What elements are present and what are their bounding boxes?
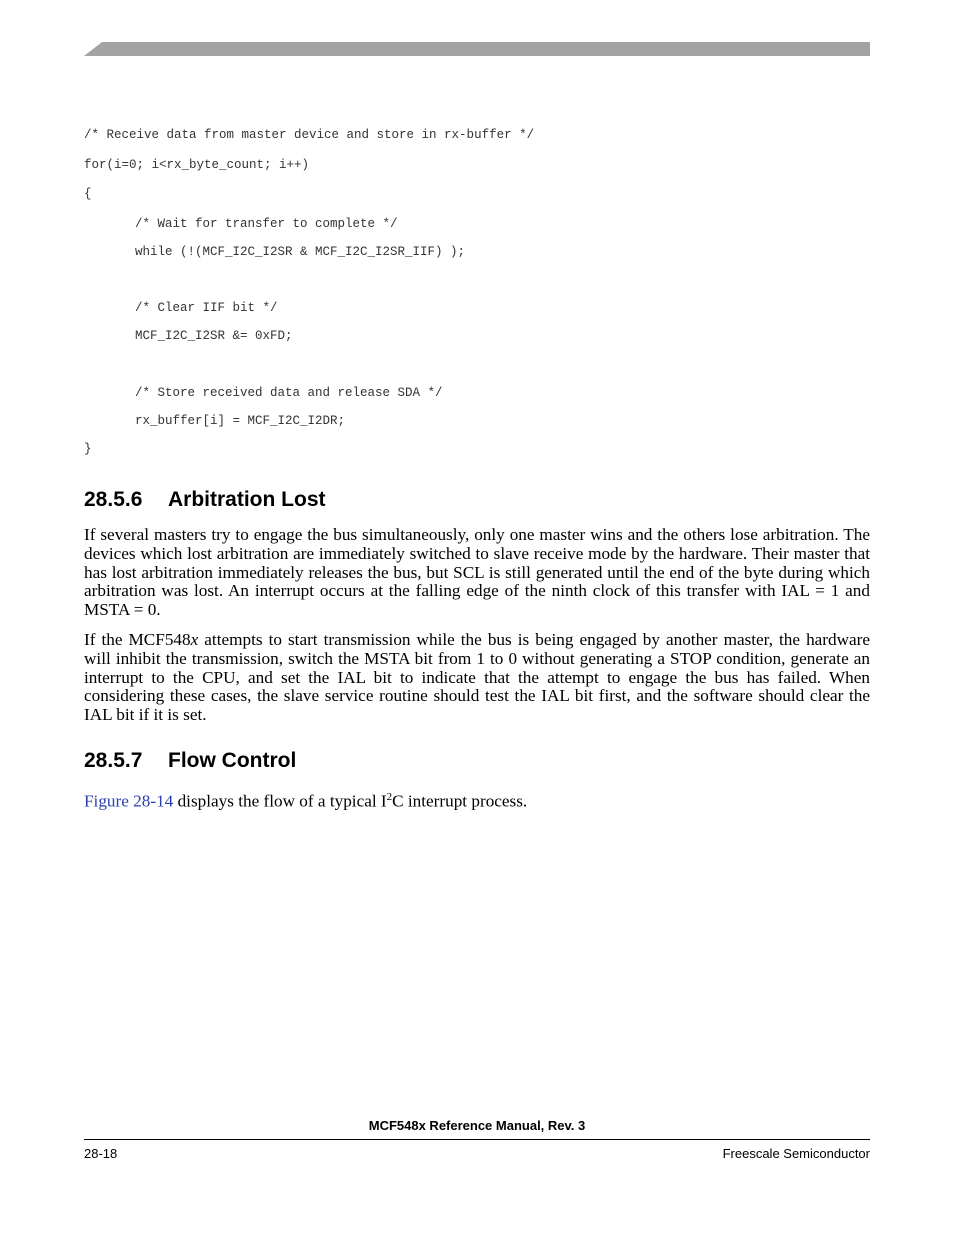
section-title: Flow Control: [168, 749, 297, 772]
code-block: [84, 128, 535, 456]
company-name: Freescale Semiconductor: [722, 1146, 870, 1161]
text-run: If the MCF548: [84, 630, 191, 649]
paragraph-arbitration-2: [84, 631, 870, 725]
code-line: {: [84, 187, 92, 201]
italic-run: x: [190, 630, 199, 649]
text-run: displays the flow of a typical I: [173, 791, 387, 811]
code-line: /* Receive data from master device and store in rx-buffer */: [84, 128, 535, 142]
code-line: }: [84, 442, 92, 456]
section-number: 28.5.6: [84, 488, 143, 511]
footer-title: MCF548x Reference Manual, Rev. 3: [368, 1118, 586, 1133]
text-run: C interrupt process.: [392, 791, 528, 811]
code-line: /* Clear IIF bit */: [135, 301, 278, 315]
superscript: 2: [386, 791, 393, 803]
figure-link[interactable]: Figure 28-14: [84, 791, 174, 811]
paragraph-arbitration-1: If several masters try to engage the bus simultaneously, only one master wins and the others lose arbitration. The devices which lost arbitration are immediately switched to slave receive mode by the hardware. Their master that has lost arbitration immediately releases the bus, but SCL is still generated until the end of the byte during which arbitration was lost. An interrupt occurs at the falling edge of the ninth clock of this transfer with IAL = 1 and MSTA = 0.: [84, 525, 870, 620]
page-number: 28-18: [84, 1146, 118, 1161]
code-line: for(i=0; i<rx_byte_count; i++): [84, 158, 310, 172]
code-line: /* Wait for transfer to complete */: [135, 217, 398, 231]
text-run: attempts to start transmission while the bus is being engaged by another master, the hardware will inhibit the transmission, switch the MSTA bit from 1 to 0 without generating a STOP condition, generate an interrupt to the CPU, and set the IAL bit to indicate that the attempt to engage the bus has failed. When considering these cases, the slave service routine should test the IAL bit first, and the software should clear the IAL bit if it is set.: [84, 630, 871, 725]
section-heading-arbitration-lost: [84, 488, 326, 512]
code-line: /* Store received data and release SDA */: [135, 386, 443, 400]
section-number: 28.5.7: [84, 749, 143, 772]
section-title: Arbitration Lost: [168, 488, 326, 511]
code-line: while (!(MCF_I2C_I2SR & MCF_I2C_I2SR_IIF) );: [135, 245, 466, 259]
footer-rule: [84, 1139, 870, 1140]
header-bar: [84, 42, 870, 56]
section-heading-flow-control: [84, 749, 296, 773]
code-line: rx_buffer[i] = MCF_I2C_I2DR;: [135, 414, 346, 428]
paragraph-flow-control: [84, 788, 870, 812]
code-line: MCF_I2C_I2SR &= 0xFD;: [135, 329, 293, 343]
